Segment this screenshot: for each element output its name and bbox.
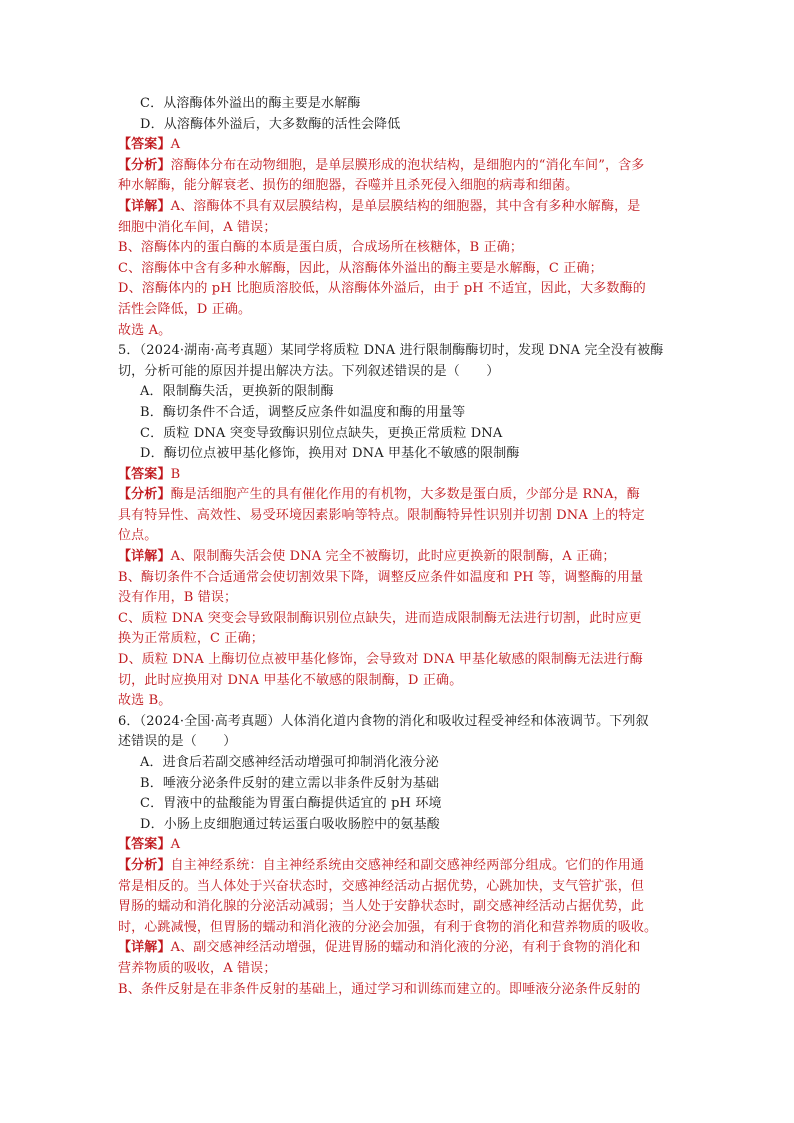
document-page	[118, 94, 678, 1000]
q4-option-c: C．从溶酶体外溢出的酶主要是水解酶	[140, 96, 361, 111]
q4-detail-line: C、溶酶体中含有多种水解酶，因此，从溶酶体外溢出的酶主要是水解酶，C 正确；	[118, 260, 603, 276]
q6-analysis-line: 常是相反的。当人体处于兴奋状态时，交感神经活动占据优势，心跳加快，支气管扩张，但	[118, 878, 645, 894]
answer-value: B	[170, 466, 181, 482]
answer-tag: 【答案】	[118, 466, 171, 482]
q5-analysis-line: 具有特异性、高效性、易受环境因素影响等特点。限制酶特异性识别并切割 DNA 上的特定	[118, 507, 645, 523]
q6-stem-line: 述错误的是（ ）	[118, 734, 237, 750]
detail-text: A、副交感神经活动增强，促进胃肠的蠕动和消化液的分泌，有利于食物的消化和	[170, 940, 641, 956]
q5-answer	[118, 465, 678, 486]
q4-conclusion: 故选 A。	[118, 322, 172, 338]
analysis-tag: 【分析】	[118, 487, 171, 503]
q5-detail-line: D、质粒 DNA 上酶切位点被甲基化修饰，会导致对 DNA 甲基化敏感的限制酶无法进行酶	[118, 652, 643, 668]
answer-value: A	[170, 837, 181, 853]
answer-tag: 【答案】	[118, 837, 171, 853]
q4-detail-line: D、溶酶体内的 pH 比胞质溶胶低，从溶酶体外溢后，由于 pH 不适宜，因此，大多数酶的	[118, 281, 646, 297]
q5-analysis-line	[118, 485, 678, 506]
detail-tag: 【详解】	[118, 198, 171, 214]
q5-conclusion: 故选 B。	[118, 693, 172, 709]
q4-option-d: D．从溶酶体外溢后，大多数酶的活性会降低	[140, 116, 401, 132]
q5-detail-line: 切，此时应换用对 DNA 甲基化不敏感的限制酶，D 正确。	[118, 672, 463, 688]
detail-text: A、限制酶失活会使 DNA 完全不被酶切，此时应更换新的限制酶，A 正确；	[170, 549, 616, 565]
detail-text: A、溶酶体不具有双层膜结构，是单层膜结构的细胞器，其中含有多种水解酶，是	[170, 198, 641, 214]
q6-detail-line	[118, 938, 678, 959]
detail-tag: 【详解】	[118, 940, 171, 956]
analysis-text: 自主神经系统：自主神经系统由交感神经和副交感神经两部分组成。它们的作用通	[170, 857, 645, 873]
q6-option-b: B．唾液分泌条件反射的建立需以非条件反射为基础	[140, 775, 440, 791]
q5-detail-line: 换为正常质粒，C 正确；	[118, 631, 264, 647]
q4-detail-line: B、溶酶体内的蛋白酶的本质是蛋白质，合成场所在核糖体，B 正确；	[118, 240, 524, 256]
analysis-text: 酶是活细胞产生的具有催化作用的有机物，大多数是蛋白质，少部分是 RNA，酶	[170, 487, 640, 503]
q5-option-b: B．酶切条件不合适，调整反应条件如温度和酶的用量等	[140, 404, 466, 420]
q4-answer	[118, 135, 678, 156]
q5-detail-line	[118, 547, 678, 568]
q5-option-c: C．质粒 DNA 突变导致酶识别位点缺失，更换正常质粒 DNA	[140, 425, 503, 441]
q5-detail-line: C、质粒 DNA 突变会导致限制酶识别位点缺失，进而造成限制酶无法进行切割，此时应更	[118, 610, 642, 626]
q5-option-d: D．酶切位点被甲基化修饰，换用对 DNA 甲基化不敏感的限制酶	[140, 446, 520, 462]
q6-detail-line: B、条件反射是在非条件反射的基础上，通过学习和训练而建立的。即唾液分泌条件反射的	[118, 981, 641, 997]
q6-option-c: C．胃液中的盐酸能为胃蛋白酶提供适宜的 pH 环境	[140, 796, 442, 812]
q4-analysis-line	[118, 156, 678, 177]
q6-analysis-line	[118, 856, 678, 877]
answer-tag: 【答案】	[118, 137, 171, 153]
q6-option-d: D．小肠上皮细胞通过转运蛋白吸收肠腔中的氨基酸	[140, 816, 440, 832]
analysis-text: 溶酶体分布在动物细胞，是单层膜形成的泡状结构，是细胞内的“消化车间”，含多	[170, 157, 645, 173]
q5-stem-line: 5．（2024·湖南·高考真题）某同学将质粒 DNA 进行限制酶酶切时，发现 DNA 完全没有被酶	[118, 343, 664, 359]
q5-detail-line: B、酶切条件不合适通常会使切割效果下降，调整反应条件如温度和 PH 等，调整酶的用量	[118, 569, 644, 585]
analysis-tag: 【分析】	[118, 857, 171, 873]
q4-detail-line	[118, 197, 678, 218]
q6-detail-line: 营养物质的吸收，A 错误；	[118, 960, 277, 976]
q4-detail-line: 细胞中消化车间，A 错误；	[118, 219, 277, 235]
q6-analysis-line: 时，心跳减慢，但胃肠的蠕动和消化液的分泌会加强，有利于食物的消化和营养物质的吸收。	[118, 919, 658, 935]
q5-detail-line: 没有作用，B 错误；	[118, 590, 238, 606]
detail-tag: 【详解】	[118, 549, 171, 565]
q4-analysis-line: 种水解酶，能分解衰老、损伤的细胞器，吞噬并且杀死侵入细胞的病毒和细菌。	[118, 178, 579, 194]
q5-stem-line: 切，分析可能的原因并提出解决方法。下列叙述错误的是（ ）	[118, 363, 500, 379]
q4-detail-line: 活性会降低，D 正确。	[118, 301, 252, 317]
analysis-tag: 【分析】	[118, 157, 171, 173]
q5-analysis-line: 位点。	[118, 528, 158, 544]
q6-analysis-line: 胃肠的蠕动和消化腺的分泌活动减弱；当人处于安静状态时，副交感神经活动占据优势，此	[118, 899, 645, 915]
answer-value: A	[170, 137, 181, 153]
q6-answer	[118, 835, 678, 856]
q5-option-a: A．限制酶失活，更换新的限制酶	[140, 384, 334, 400]
q6-option-a: A．进食后若副交感神经活动增强可抑制消化液分泌	[140, 755, 439, 770]
q6-stem-line: 6．（2024·全国·高考真题）人体消化道内食物的消化和吸收过程受神经和体液调节。下列叙	[118, 713, 649, 729]
